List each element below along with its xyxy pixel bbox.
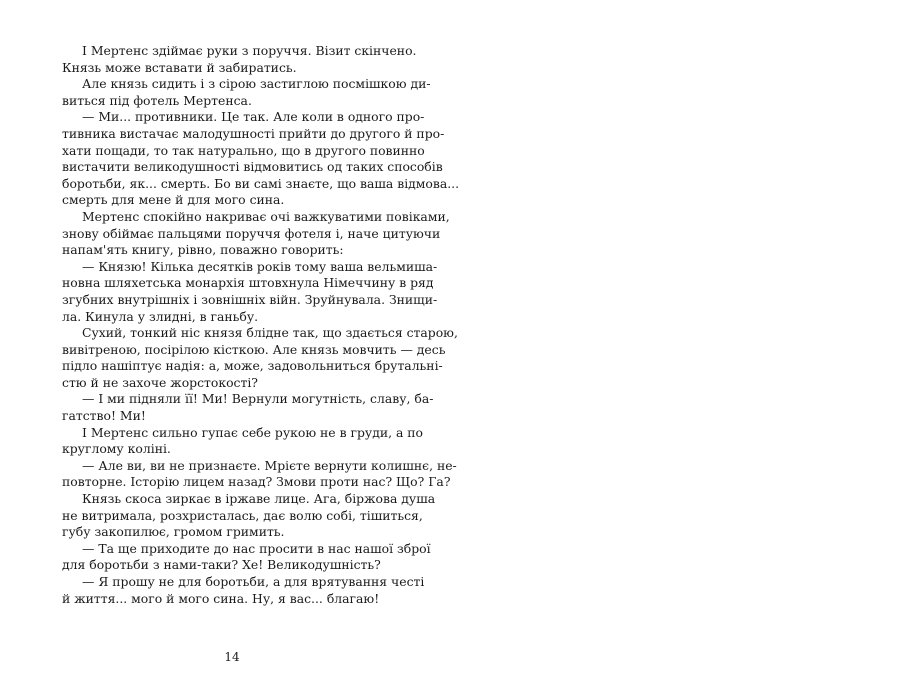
text-line: стю й не захоче жорстокості?: [62, 374, 258, 390]
body-text: [62, 43, 460, 607]
text-line: — Ми... противники. Це так. Але коли в одного про-: [82, 109, 425, 125]
text-line: — Я прошу не для боротьби, а для врятування честі: [82, 574, 425, 589]
text-line: — Князю! Кілька десятків років тому ваша вельмиша-: [82, 258, 438, 274]
text-line: підло нашіптує надія: а, може, задовольниться брутальні-: [62, 358, 443, 374]
text-line: Князь може вставати й забиратись.: [62, 59, 297, 75]
page-number: 14: [224, 650, 240, 664]
text-line: круглому коліні.: [62, 441, 171, 457]
text-line: Мертенс спокійно накриває очі важкуватими повіками,: [82, 208, 450, 224]
text-line: І Мертенс сильно гупає себе рукою не в груди, а по: [82, 424, 424, 440]
text-line: виться під фотель Мертенса.: [62, 92, 252, 108]
text-line: напам'ять книгу, рівно, поважно говорить:: [62, 242, 344, 258]
text-line: вистачити великодушності відмовитись од таких способів: [62, 159, 443, 175]
text-line: — Але ви, ви не признаєте. Мрієте вернути колишнє, не-: [82, 457, 457, 473]
text-line: ла. Кинула у злидні, в ганьбу.: [62, 308, 259, 324]
text-line: повторне. Історію лицем назад? Змови проти нас? Що? Га?: [62, 474, 451, 490]
text-line: Князь скоса зиркає в іржаве лице. Ага, біржова душа: [82, 491, 436, 507]
text-line: І Мертенс здіймає руки з поруччя. Візит скінчено.: [82, 43, 417, 58]
text-line: новна шляхетська монархія штовхнула Німеччину в ряд: [62, 275, 434, 291]
text-line: не витримала, розхристалась, дає волю собі, тішиться,: [62, 507, 423, 523]
text-line: згубних внутрішніх і зовнішніх війн. Зруйнувала. Знищи-: [62, 291, 438, 307]
text-line: знову обіймає пальцями поруччя фотеля і, наче цитуючи: [62, 225, 441, 241]
text-line: гатство! Ми!: [62, 408, 146, 424]
text-line: губу закопилює, громом гримить.: [62, 524, 285, 540]
text-line: смерть для мене й для мого сина.: [62, 192, 285, 208]
text-line: Але князь сидить і з сірою застиглою посмішкою ди-: [82, 76, 431, 92]
text-line: — І ми підняли її! Ми! Вернули могутність, славу, ба-: [82, 391, 434, 407]
text-line: тивника вистачає малодушності прийти до другого й про-: [62, 125, 445, 141]
text-line: боротьби, як... смерть. Бо ви самі знаєте, що ваша відмова...: [62, 175, 460, 191]
text-line: Сухий, тонкий ніс князя блідне так, що здається старою,: [82, 325, 458, 341]
text-line: — Та ще приходите до нас просити в нас нашої зброї: [82, 540, 431, 556]
text-line: вивітреною, посірілою кісткою. Але князь мовчить — десь: [62, 341, 446, 357]
text-line: хати пощади, то так натурально, що в другого повинно: [62, 142, 425, 158]
text-line: й життя... мого й мого сина. Ну, я вас... благаю!: [62, 590, 380, 606]
text-line: для боротьби з нами-таки? Хе! Великодушність?: [62, 557, 381, 573]
